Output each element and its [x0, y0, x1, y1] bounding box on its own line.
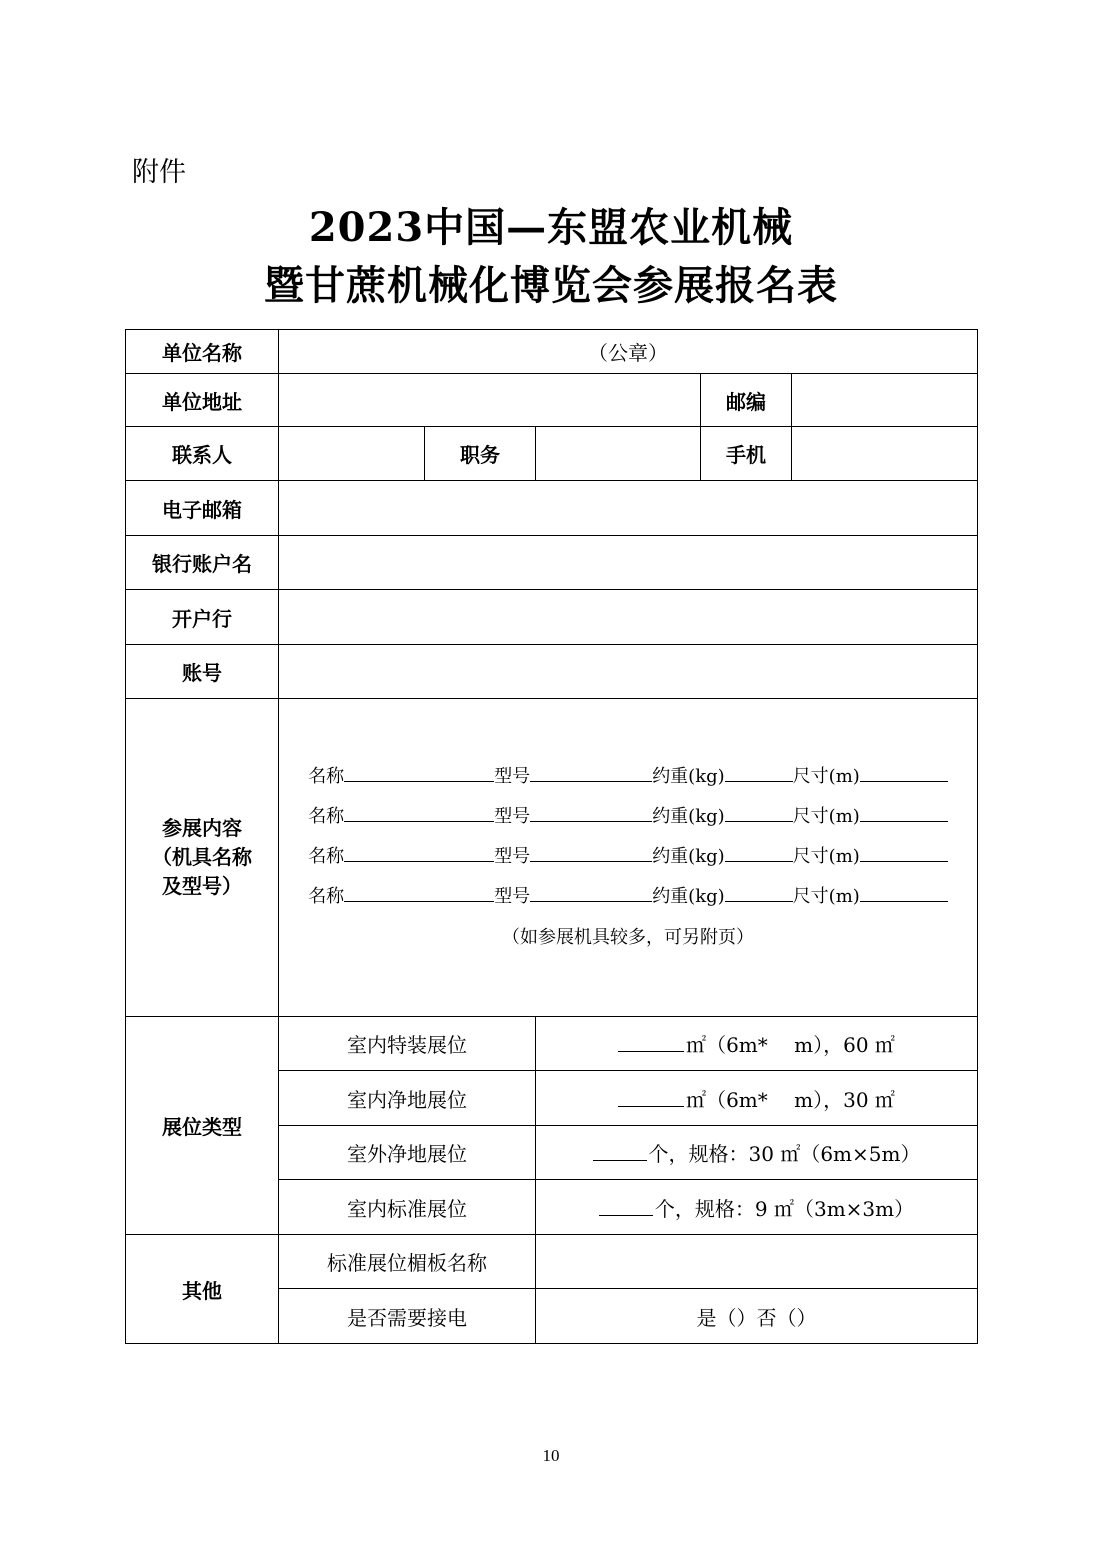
exhibit-weight-label: 约重(kg)	[652, 805, 725, 827]
account-number-field[interactable]	[279, 645, 978, 699]
contact-label: 联系人	[126, 427, 279, 481]
unit-address-field[interactable]	[279, 374, 701, 427]
exhibit-row[interactable]	[279, 877, 977, 917]
exhibit-weight-blank[interactable]	[725, 761, 793, 782]
booth-type-label: 展位类型	[126, 1017, 279, 1235]
attachment-label: 附件	[132, 157, 186, 188]
mobile-field[interactable]	[792, 427, 978, 481]
exhibit-label-line1: 参展内容	[162, 816, 242, 840]
exhibit-model-label: 型号	[494, 805, 531, 827]
exhibit-row[interactable]	[279, 837, 977, 877]
exhibit-note: （如参展机具较多，可另附页）	[502, 926, 754, 948]
exhibit-content-cell[interactable]	[279, 699, 978, 1017]
bank-account-name-label: 银行账户名	[126, 536, 279, 590]
power-options[interactable]: 是（）否（）	[536, 1289, 978, 1344]
bank-label: 开户行	[126, 590, 279, 645]
other-label: 其他	[126, 1235, 279, 1344]
mobile-label: 手机	[701, 427, 792, 481]
exhibit-name-blank[interactable]	[344, 801, 494, 822]
exhibit-name-label: 名称	[308, 845, 345, 867]
exhibit-size-label: 尺寸(m)	[792, 885, 860, 907]
exhibit-size-blank[interactable]	[860, 841, 948, 862]
exhibit-model-label: 型号	[494, 885, 531, 907]
booth-qty-blank[interactable]	[599, 1195, 653, 1216]
bank-field[interactable]	[279, 590, 978, 645]
exhibit-label-line2: （机具名称	[152, 845, 252, 869]
power-label: 是否需要接电	[279, 1289, 536, 1344]
page-number: 10	[542, 1446, 560, 1465]
booth-spec[interactable]	[536, 1071, 978, 1126]
unit-address-label: 单位地址	[126, 374, 279, 427]
exhibit-label	[126, 699, 279, 1017]
exhibit-model-blank[interactable]	[530, 801, 652, 822]
booth-spec-text: 个，规格：30 ㎡（6m×5m）	[648, 1142, 921, 1166]
booth-qty-blank[interactable]	[618, 1031, 684, 1052]
bank-account-name-field[interactable]	[279, 536, 978, 590]
form-title-line1: 2023中国—东盟农业机械	[308, 204, 794, 251]
exhibit-weight-label: 约重(kg)	[652, 765, 725, 787]
exhibit-model-blank[interactable]	[530, 841, 652, 862]
exhibit-name-blank[interactable]	[344, 881, 494, 902]
postcode-field[interactable]	[792, 374, 978, 427]
exhibit-weight-label: 约重(kg)	[652, 845, 725, 867]
lintel-name-label: 标准展位楣板名称	[279, 1235, 536, 1289]
exhibit-name-blank[interactable]	[344, 841, 494, 862]
exhibit-model-label: 型号	[494, 765, 531, 787]
booth-spec[interactable]	[536, 1126, 978, 1180]
contact-field[interactable]	[279, 427, 425, 481]
lintel-name-field[interactable]	[536, 1235, 978, 1289]
exhibit-size-blank[interactable]	[860, 881, 948, 902]
exhibit-model-blank[interactable]	[530, 761, 652, 782]
email-label: 电子邮箱	[126, 481, 279, 536]
exhibit-row[interactable]	[279, 797, 977, 837]
email-field[interactable]	[279, 481, 978, 536]
exhibit-name-label: 名称	[308, 805, 345, 827]
exhibit-size-label: 尺寸(m)	[792, 845, 860, 867]
position-field[interactable]	[536, 427, 701, 481]
unit-name-label: 单位名称	[126, 330, 279, 374]
booth-name: 室外净地展位	[279, 1126, 536, 1180]
booth-spec-text: ㎡（6m* m），30 ㎡	[686, 1087, 895, 1112]
exhibit-size-label: 尺寸(m)	[792, 805, 860, 827]
booth-spec[interactable]	[536, 1180, 978, 1235]
booth-qty-blank[interactable]	[618, 1086, 684, 1107]
booth-spec-text: ㎡（6m* m），60 ㎡	[686, 1033, 895, 1057]
postcode-label: 邮编	[701, 374, 792, 427]
booth-name: 室内标准展位	[279, 1180, 536, 1235]
booth-name: 室内净地展位	[279, 1071, 536, 1126]
booth-spec-text: 个，规格：9 ㎡（3m×3m）	[654, 1196, 915, 1221]
exhibit-label-line3: 及型号）	[162, 874, 242, 898]
exhibit-weight-blank[interactable]	[725, 841, 793, 862]
position-label: 职务	[425, 427, 536, 481]
seal-note: （公章）	[588, 341, 668, 365]
exhibit-name-blank[interactable]	[344, 761, 494, 782]
exhibit-weight-blank[interactable]	[725, 801, 793, 822]
account-number-label: 账号	[126, 645, 279, 699]
booth-qty-blank[interactable]	[593, 1140, 647, 1161]
exhibit-size-blank[interactable]	[860, 801, 948, 822]
exhibit-row[interactable]	[279, 757, 977, 797]
booth-spec[interactable]	[536, 1017, 978, 1071]
exhibit-model-blank[interactable]	[530, 881, 652, 902]
exhibit-weight-blank[interactable]	[725, 881, 793, 902]
form-title-line2: 暨甘蔗机械化博览会参展报名表	[264, 262, 838, 309]
exhibit-weight-label: 约重(kg)	[652, 885, 725, 907]
exhibit-model-label: 型号	[494, 845, 531, 867]
registration-form-table	[125, 329, 978, 1344]
exhibit-size-blank[interactable]	[860, 761, 948, 782]
exhibit-size-label: 尺寸(m)	[792, 765, 860, 787]
exhibit-name-label: 名称	[308, 765, 345, 787]
exhibit-name-label: 名称	[308, 885, 345, 907]
booth-name: 室内特装展位	[279, 1017, 536, 1071]
unit-name-field[interactable]	[279, 330, 978, 374]
